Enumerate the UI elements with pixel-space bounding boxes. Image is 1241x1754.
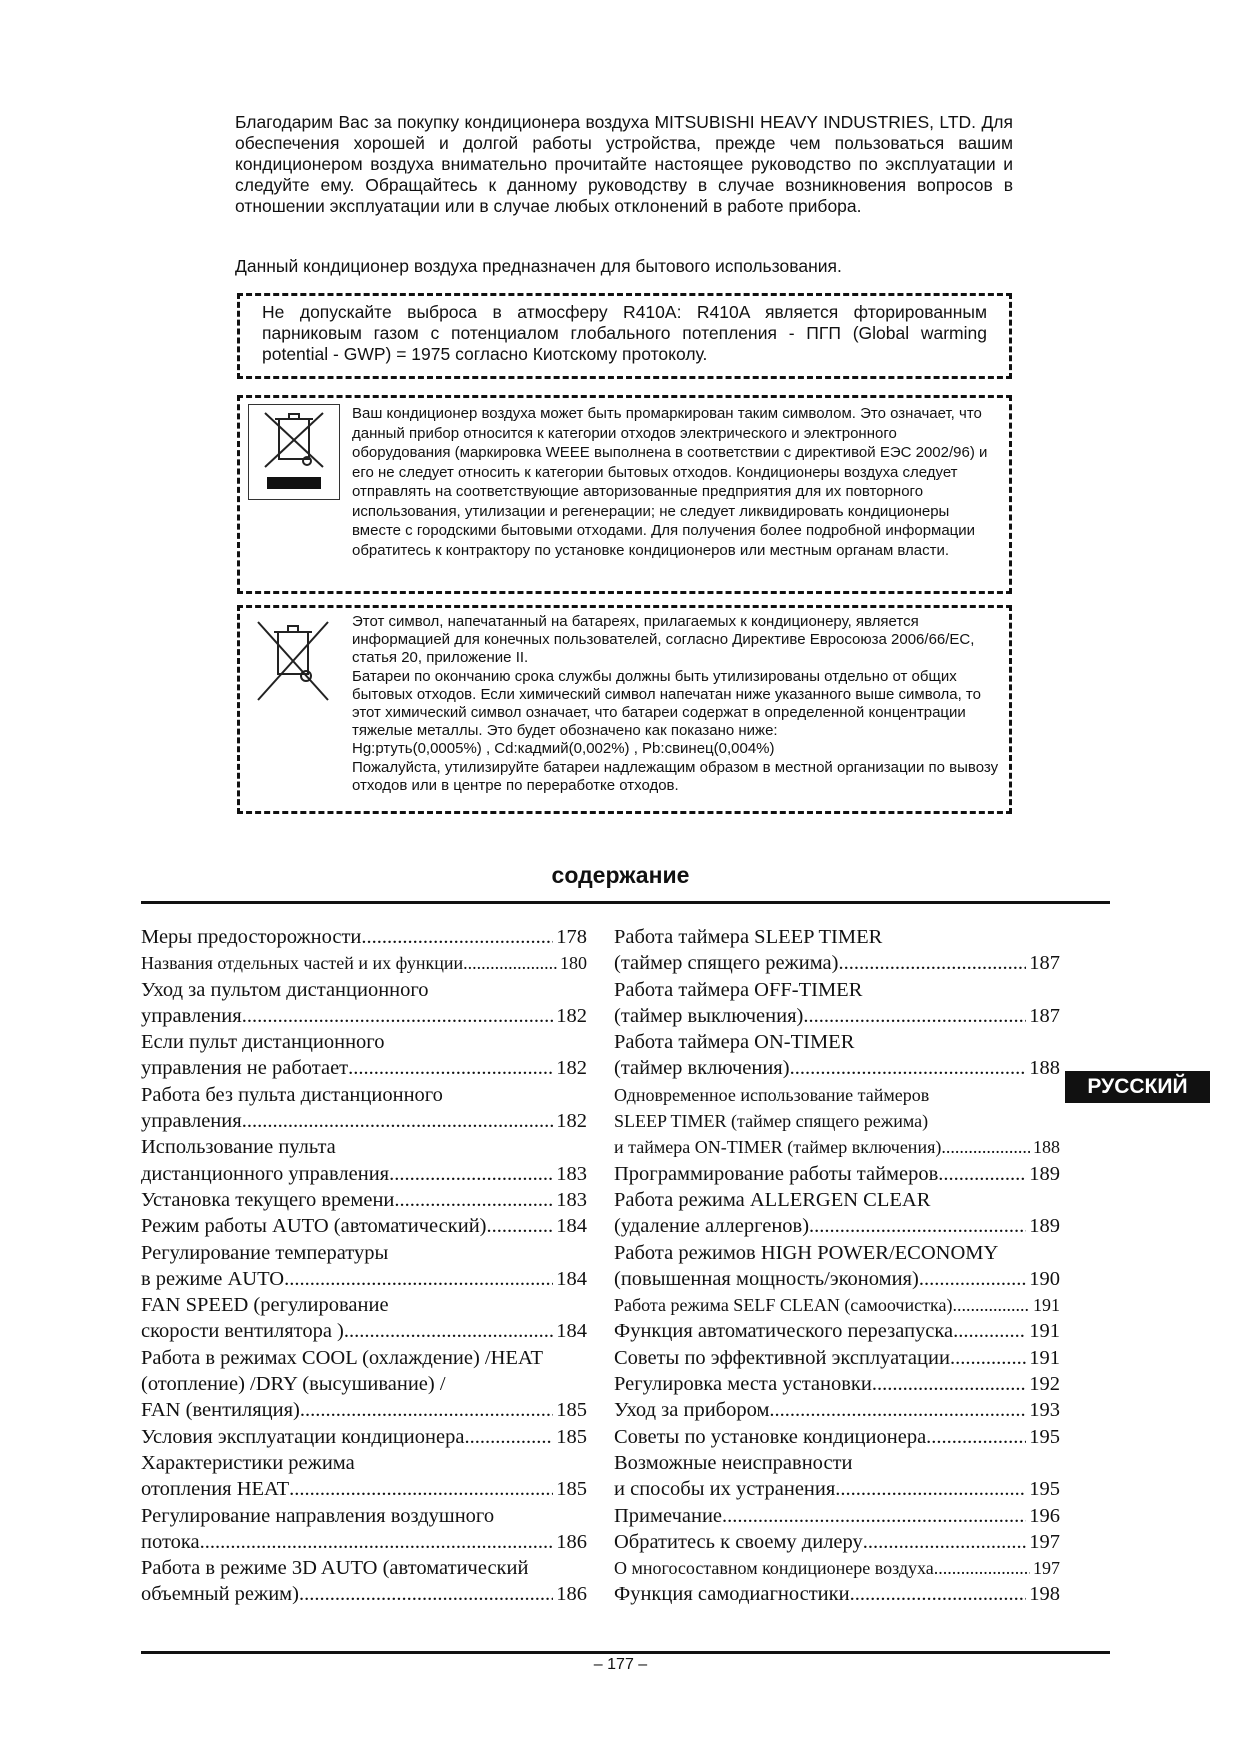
toc-entry[interactable] bbox=[141, 924, 587, 950]
toc-page-number: 183 bbox=[556, 1188, 587, 1211]
toc-entry-title: Советы по установке кондиционера bbox=[614, 1425, 927, 1448]
toc-entry[interactable] bbox=[614, 1529, 1060, 1555]
dot-leader bbox=[838, 950, 1026, 976]
toc-entry-last-line bbox=[141, 924, 587, 950]
toc-title: содержание bbox=[551, 862, 690, 888]
dot-leader bbox=[289, 1476, 553, 1502]
toc-entry-title: Условия эксплуатации кондиционера bbox=[141, 1425, 465, 1448]
dot-leader bbox=[242, 1108, 554, 1134]
toc-entry-title: Функция автоматического перезапуска bbox=[614, 1320, 954, 1343]
toc-entry-line: Если пульт дистанционного bbox=[141, 1031, 385, 1054]
toc-entry-last-line bbox=[614, 1003, 1060, 1029]
toc-entry-line: Работа режима ALLERGEN CLEAR bbox=[614, 1188, 931, 1211]
r410a-notice bbox=[237, 293, 1012, 379]
toc-entry[interactable] bbox=[614, 1161, 1060, 1187]
toc-page-number: 186 bbox=[556, 1583, 587, 1606]
toc-entry-last-line bbox=[141, 1318, 587, 1344]
weee-notice-text: Ваш кондиционер воздуха может быть промаркирован таким символом. Это означает, что данный прибор относится к категории отходов электрического и электронного оборудования (маркировка WEEE выполнена в соответствии с директивой ЕЭС 2002/96) и его не следует относить к категории бытовых отходов. Кондиционеры воздуха следует отправлять на соответствующие авторизованные предприятия для их повторного использования, утилизации и регенерации; не следует ликвидировать кондиционеры вместе с городскими бытовыми отходами. Для получения более подробной информации обратитесь к контрактору по установке кондиционеров или местным органам власти. bbox=[352, 405, 988, 559]
r410a-notice-text: Не допускайте выброса в атмосферу R410A: R410A является фторированным парниковым газом с потенциалом глобального потепления - ПГП (Global warming potential - GWP) = 1975 согласно Киотскому протоколу. bbox=[262, 302, 987, 364]
toc-entry-title: управления bbox=[141, 1110, 242, 1133]
toc-entry-last-line bbox=[614, 1345, 1060, 1371]
toc-entry[interactable] bbox=[614, 1503, 1060, 1529]
toc-entry-line: Регулирование температуры bbox=[141, 1241, 389, 1264]
toc-entry-last-line bbox=[141, 1213, 587, 1239]
toc-entry-title: потока bbox=[141, 1530, 200, 1553]
toc-page-number: 192 bbox=[1029, 1373, 1060, 1396]
toc-entry-last-line bbox=[614, 1476, 1060, 1502]
battery-notice bbox=[237, 605, 1012, 814]
toc-entry-last-line bbox=[141, 950, 587, 976]
toc-page-number: 191 bbox=[1029, 1320, 1060, 1343]
dot-leader bbox=[872, 1371, 1026, 1397]
toc-entry-title: (таймер спящего режима) bbox=[614, 952, 839, 975]
dot-leader bbox=[952, 1292, 1030, 1318]
toc-entry[interactable] bbox=[141, 1503, 587, 1556]
toc-entry[interactable] bbox=[614, 1029, 1060, 1082]
toc-page-number: 184 bbox=[556, 1267, 587, 1290]
toc-page-number: 193 bbox=[1029, 1399, 1060, 1422]
toc-page-number: 187 bbox=[1029, 952, 1060, 975]
crossed-bin-icon bbox=[248, 404, 340, 500]
toc-entry[interactable] bbox=[614, 977, 1060, 1030]
toc-entry[interactable] bbox=[614, 1082, 1060, 1161]
toc-entry[interactable] bbox=[614, 1450, 1060, 1503]
toc-page-number: 182 bbox=[556, 1057, 587, 1080]
toc-entry-title: Установка текущего времени bbox=[141, 1188, 395, 1211]
weee-notice bbox=[237, 395, 1012, 594]
toc-entry[interactable] bbox=[614, 1397, 1060, 1423]
dot-leader bbox=[941, 1134, 1030, 1160]
toc-entry-last-line bbox=[614, 1161, 1060, 1187]
toc-entry-last-line bbox=[614, 1213, 1060, 1239]
toc-entry[interactable] bbox=[141, 1029, 587, 1082]
dot-leader bbox=[809, 1213, 1026, 1239]
toc-page-number: 184 bbox=[556, 1215, 587, 1238]
toc-entry[interactable] bbox=[141, 1240, 587, 1293]
toc-entry-last-line bbox=[614, 1424, 1060, 1450]
toc-entry-title: Названия отдельных частей и их функции bbox=[141, 953, 464, 974]
toc-entry-title: управления bbox=[141, 1004, 242, 1027]
intended-use-note: Данный кондиционер воздуха предназначен для бытового использования. bbox=[235, 256, 842, 276]
intro-paragraph: Благодарим Вас за покупку кондиционера воздуха MITSUBISHI HEAVY INDUSTRIES, LTD. Для обеспечения хорошей и долгой работы устройства, прежде чем пользоваться вашим кондиционером воздуха внимательно прочитайте настоящее руководство по эксплуатации и следуйте ему. Обращайтесь к данному руководству в случае возникновения вопросов в отношении эксплуатации или в случае любых отклонений в работе прибора. bbox=[235, 112, 1013, 216]
toc-page-number: 196 bbox=[1029, 1504, 1060, 1527]
toc-entry-last-line bbox=[141, 1476, 587, 1502]
dot-leader bbox=[863, 1529, 1026, 1555]
dot-leader bbox=[200, 1529, 554, 1555]
toc-page-number: 191 bbox=[1029, 1346, 1060, 1369]
battery-notice-line: Батареи по окончанию срока службы должны быть утилизированы отдельно от общих бытовых отходов. Если химический символ напечатан ниже указанного выше символа, то этот химический символ означает, что батареи содержат в определенной концентрации тяжелые металлы. Это будет обозначено как показано ниже: bbox=[352, 667, 981, 740]
dot-leader bbox=[938, 1161, 1026, 1187]
toc-entry-line: Характеристики режима bbox=[141, 1451, 355, 1474]
toc-entry-title: (таймер включения) bbox=[614, 1057, 790, 1080]
toc-entry-last-line bbox=[141, 1055, 587, 1081]
toc-top-rule bbox=[141, 901, 1110, 904]
toc-entry[interactable] bbox=[614, 1581, 1060, 1607]
toc-page-number: 185 bbox=[556, 1399, 587, 1422]
toc-entry[interactable] bbox=[141, 1213, 587, 1239]
toc-entry-title: скорости вентилятора ) bbox=[141, 1320, 344, 1343]
toc-page-number: 189 bbox=[1029, 1215, 1060, 1238]
toc-entry[interactable] bbox=[614, 1345, 1060, 1371]
toc-entry-line: Уход за пультом дистанционного bbox=[141, 978, 429, 1001]
toc-page-number: 184 bbox=[556, 1320, 587, 1343]
toc-page-number: 188 bbox=[1029, 1057, 1060, 1080]
toc-entry-title: О многосоставном кондиционере воздуха bbox=[614, 1558, 934, 1579]
dot-leader bbox=[344, 1318, 553, 1344]
dot-leader bbox=[722, 1503, 1026, 1529]
toc-entry-last-line bbox=[614, 950, 1060, 976]
toc-entry-last-line bbox=[141, 1003, 587, 1029]
toc-page-number: 195 bbox=[1029, 1425, 1060, 1448]
toc-page-number: 195 bbox=[1029, 1478, 1060, 1501]
toc-entry-line: SLEEP TIMER (таймер спящего режима) bbox=[614, 1111, 929, 1132]
toc-entry[interactable] bbox=[141, 1187, 587, 1213]
toc-entry-title: Советы по эффективной эксплуатации bbox=[614, 1346, 950, 1369]
toc-entry[interactable] bbox=[614, 1555, 1060, 1581]
toc-entry[interactable] bbox=[614, 1187, 1060, 1240]
toc-entry-line: Работа таймера SLEEP TIMER bbox=[614, 926, 883, 948]
toc-page-number: 198 bbox=[1029, 1583, 1060, 1606]
toc-entry-last-line bbox=[614, 1503, 1060, 1529]
toc-entry-line: Регулирование направления воздушного bbox=[141, 1504, 495, 1527]
dot-leader bbox=[361, 924, 553, 950]
toc-page-number: 191 bbox=[1033, 1295, 1060, 1316]
toc-entry-last-line bbox=[141, 1424, 587, 1450]
dot-leader bbox=[919, 1266, 1026, 1292]
toc-entry-title: Программирование работы таймеров bbox=[614, 1162, 939, 1185]
toc-entry-title: управления не работает bbox=[141, 1057, 349, 1080]
toc-entry[interactable] bbox=[141, 1082, 587, 1135]
dot-leader bbox=[394, 1187, 553, 1213]
toc-page-number: 187 bbox=[1029, 1004, 1060, 1027]
toc-page-number: 185 bbox=[556, 1478, 587, 1501]
toc-entry-line: Одновременное использование таймеров bbox=[614, 1084, 930, 1105]
toc-entry-last-line bbox=[141, 1529, 587, 1555]
toc-entry[interactable] bbox=[614, 1292, 1060, 1318]
toc-entry-title: в режиме AUTO bbox=[141, 1267, 285, 1290]
dot-leader bbox=[850, 1581, 1027, 1607]
crossed-bin-battery-icon bbox=[248, 614, 340, 715]
toc-entry-last-line bbox=[141, 1161, 587, 1187]
toc-entry-last-line bbox=[614, 1292, 1060, 1318]
dot-leader bbox=[950, 1345, 1026, 1371]
toc-entry[interactable] bbox=[614, 1424, 1060, 1450]
bottom-rule bbox=[141, 1651, 1110, 1654]
toc-page-number: 182 bbox=[556, 1110, 587, 1133]
dot-leader bbox=[803, 1003, 1026, 1029]
dot-leader bbox=[953, 1318, 1026, 1344]
language-tab: РУССКИЙ bbox=[1065, 1071, 1210, 1103]
toc-entry[interactable] bbox=[141, 1450, 587, 1503]
toc-entry-title: Примечание bbox=[614, 1504, 723, 1527]
toc-entry-line: Возможные неисправности bbox=[614, 1451, 853, 1474]
toc-entry-title: FAN (вентиляция) bbox=[141, 1399, 300, 1422]
toc-page-number: 197 bbox=[1033, 1558, 1060, 1579]
toc-entry[interactable] bbox=[141, 950, 587, 976]
toc-entry[interactable] bbox=[141, 1555, 587, 1608]
dot-leader bbox=[464, 1424, 553, 1450]
toc-page-number: 178 bbox=[556, 926, 587, 948]
toc-entry-title: и способы их устранения bbox=[614, 1478, 836, 1501]
toc-entry[interactable] bbox=[614, 1371, 1060, 1397]
toc-entry-title: объемный режим) bbox=[141, 1583, 299, 1606]
toc-entry-last-line bbox=[614, 1371, 1060, 1397]
toc-entry-line: (отопление) /DRY (высушивание) / bbox=[141, 1373, 446, 1396]
toc-entry[interactable] bbox=[614, 924, 1060, 977]
toc-entry-title: и таймера ON-TIMER (таймер включения) bbox=[614, 1137, 942, 1158]
toc-entry-line: Использование пульта bbox=[141, 1136, 336, 1159]
battery-notice-line: Hg:ртуть(0,0005%) , Cd:кадмий(0,002%) , Pb:свинец(0,004%) bbox=[352, 740, 775, 758]
dot-leader bbox=[242, 1003, 554, 1029]
toc-page-number: 186 bbox=[556, 1530, 587, 1553]
toc-entry[interactable] bbox=[141, 1345, 587, 1424]
toc-entry-last-line bbox=[614, 1266, 1060, 1292]
dot-leader bbox=[348, 1055, 553, 1081]
toc-entry-last-line bbox=[614, 1397, 1060, 1423]
toc-entry[interactable] bbox=[141, 1292, 587, 1345]
toc-entry-last-line bbox=[614, 1581, 1060, 1607]
toc-page-number: 183 bbox=[556, 1162, 587, 1185]
toc-entry-title: Режим работы AUTO (автоматический) bbox=[141, 1215, 487, 1238]
toc-entry-last-line bbox=[141, 1108, 587, 1134]
toc-page-number: 190 bbox=[1029, 1267, 1060, 1290]
toc-entry-title: Регулировка места установки bbox=[614, 1373, 872, 1396]
dot-leader bbox=[300, 1397, 553, 1423]
toc-entry-title: Уход за прибором bbox=[614, 1399, 770, 1422]
toc-entry-title: Работа режима SELF CLEAN (самоочистка) bbox=[614, 1295, 953, 1316]
toc-entry-title: дистанционного управления bbox=[141, 1162, 390, 1185]
toc-entry-last-line bbox=[614, 1318, 1060, 1344]
dot-leader bbox=[926, 1424, 1026, 1450]
toc-entry-last-line bbox=[614, 1529, 1060, 1555]
toc-page-number: 197 bbox=[1029, 1530, 1060, 1553]
toc-page-number: 189 bbox=[1029, 1162, 1060, 1185]
toc-entry[interactable] bbox=[614, 1240, 1060, 1293]
toc-entry[interactable] bbox=[614, 1318, 1060, 1344]
dot-leader bbox=[934, 1555, 1030, 1581]
toc-entry-title: Обратитесь к своему дилеру bbox=[614, 1530, 863, 1553]
toc-entry-line: Работа режимов HIGH POWER/ECONOMY bbox=[614, 1241, 999, 1264]
toc-entry-title: (удаление аллергенов) bbox=[614, 1215, 810, 1238]
toc-entry-title: Меры предосторожности bbox=[141, 926, 362, 948]
toc-page-number: 182 bbox=[556, 1004, 587, 1027]
toc-entry-last-line bbox=[141, 1397, 587, 1423]
toc-right-column bbox=[614, 924, 1060, 1608]
toc-entry-title: (таймер выключения) bbox=[614, 1004, 804, 1027]
toc-entry[interactable] bbox=[141, 1424, 587, 1450]
toc-entry-last-line bbox=[141, 1187, 587, 1213]
toc-entry-last-line bbox=[141, 1266, 587, 1292]
battery-notice-line: Этот символ, напечатанный на батареях, прилагаемых к кондиционеру, является информацией для конечных пользователей, согласно Директиве Евросоюза 2006/66/EC, статья 20, приложение II. bbox=[352, 613, 975, 667]
toc-page-number: 188 bbox=[1033, 1137, 1060, 1158]
dot-leader bbox=[790, 1055, 1027, 1081]
toc-entry-title: (повышенная мощность/экономия) bbox=[614, 1267, 919, 1290]
dot-leader bbox=[769, 1397, 1026, 1423]
toc-entry-last-line bbox=[614, 1134, 1060, 1160]
toc-entry-line: Работа без пульта дистанционного bbox=[141, 1083, 443, 1106]
toc-entry-line: Работа таймера ON-TIMER bbox=[614, 1031, 855, 1054]
dot-leader bbox=[835, 1476, 1026, 1502]
dot-leader bbox=[487, 1213, 554, 1239]
toc-entry-line: FAN SPEED (регулирование bbox=[141, 1294, 389, 1317]
toc-left-column bbox=[141, 924, 587, 1608]
dot-leader bbox=[299, 1581, 553, 1607]
toc-entry-last-line bbox=[614, 1055, 1060, 1081]
dot-leader bbox=[463, 950, 557, 976]
toc-entry[interactable] bbox=[141, 1134, 587, 1187]
toc-entry-line: Работа в режимах COOL (охлаждение) /HEAT bbox=[141, 1346, 544, 1369]
toc-page-number: 185 bbox=[556, 1425, 587, 1448]
toc-entry-title: Функция самодиагностики bbox=[614, 1583, 850, 1606]
battery-notice-line: Пожалуйста, утилизируйте батареи надлежащим образом в местной организации по вывозу отходов или в центре по переработке отходов. bbox=[352, 758, 999, 794]
dot-leader bbox=[389, 1161, 553, 1187]
toc-entry[interactable] bbox=[141, 977, 587, 1030]
dot-leader bbox=[284, 1266, 553, 1292]
toc-page-number: 180 bbox=[560, 953, 587, 974]
toc-entry-last-line bbox=[141, 1581, 587, 1607]
toc-entry-line: Работа таймера OFF-TIMER bbox=[614, 978, 863, 1001]
toc-entry-last-line bbox=[614, 1555, 1060, 1581]
page-number: – 177 – bbox=[593, 1656, 648, 1673]
toc-entry-line: Работа в режиме 3D AUTO (автоматический bbox=[141, 1557, 529, 1580]
toc-entry-title: отопления HEAT bbox=[141, 1478, 290, 1501]
